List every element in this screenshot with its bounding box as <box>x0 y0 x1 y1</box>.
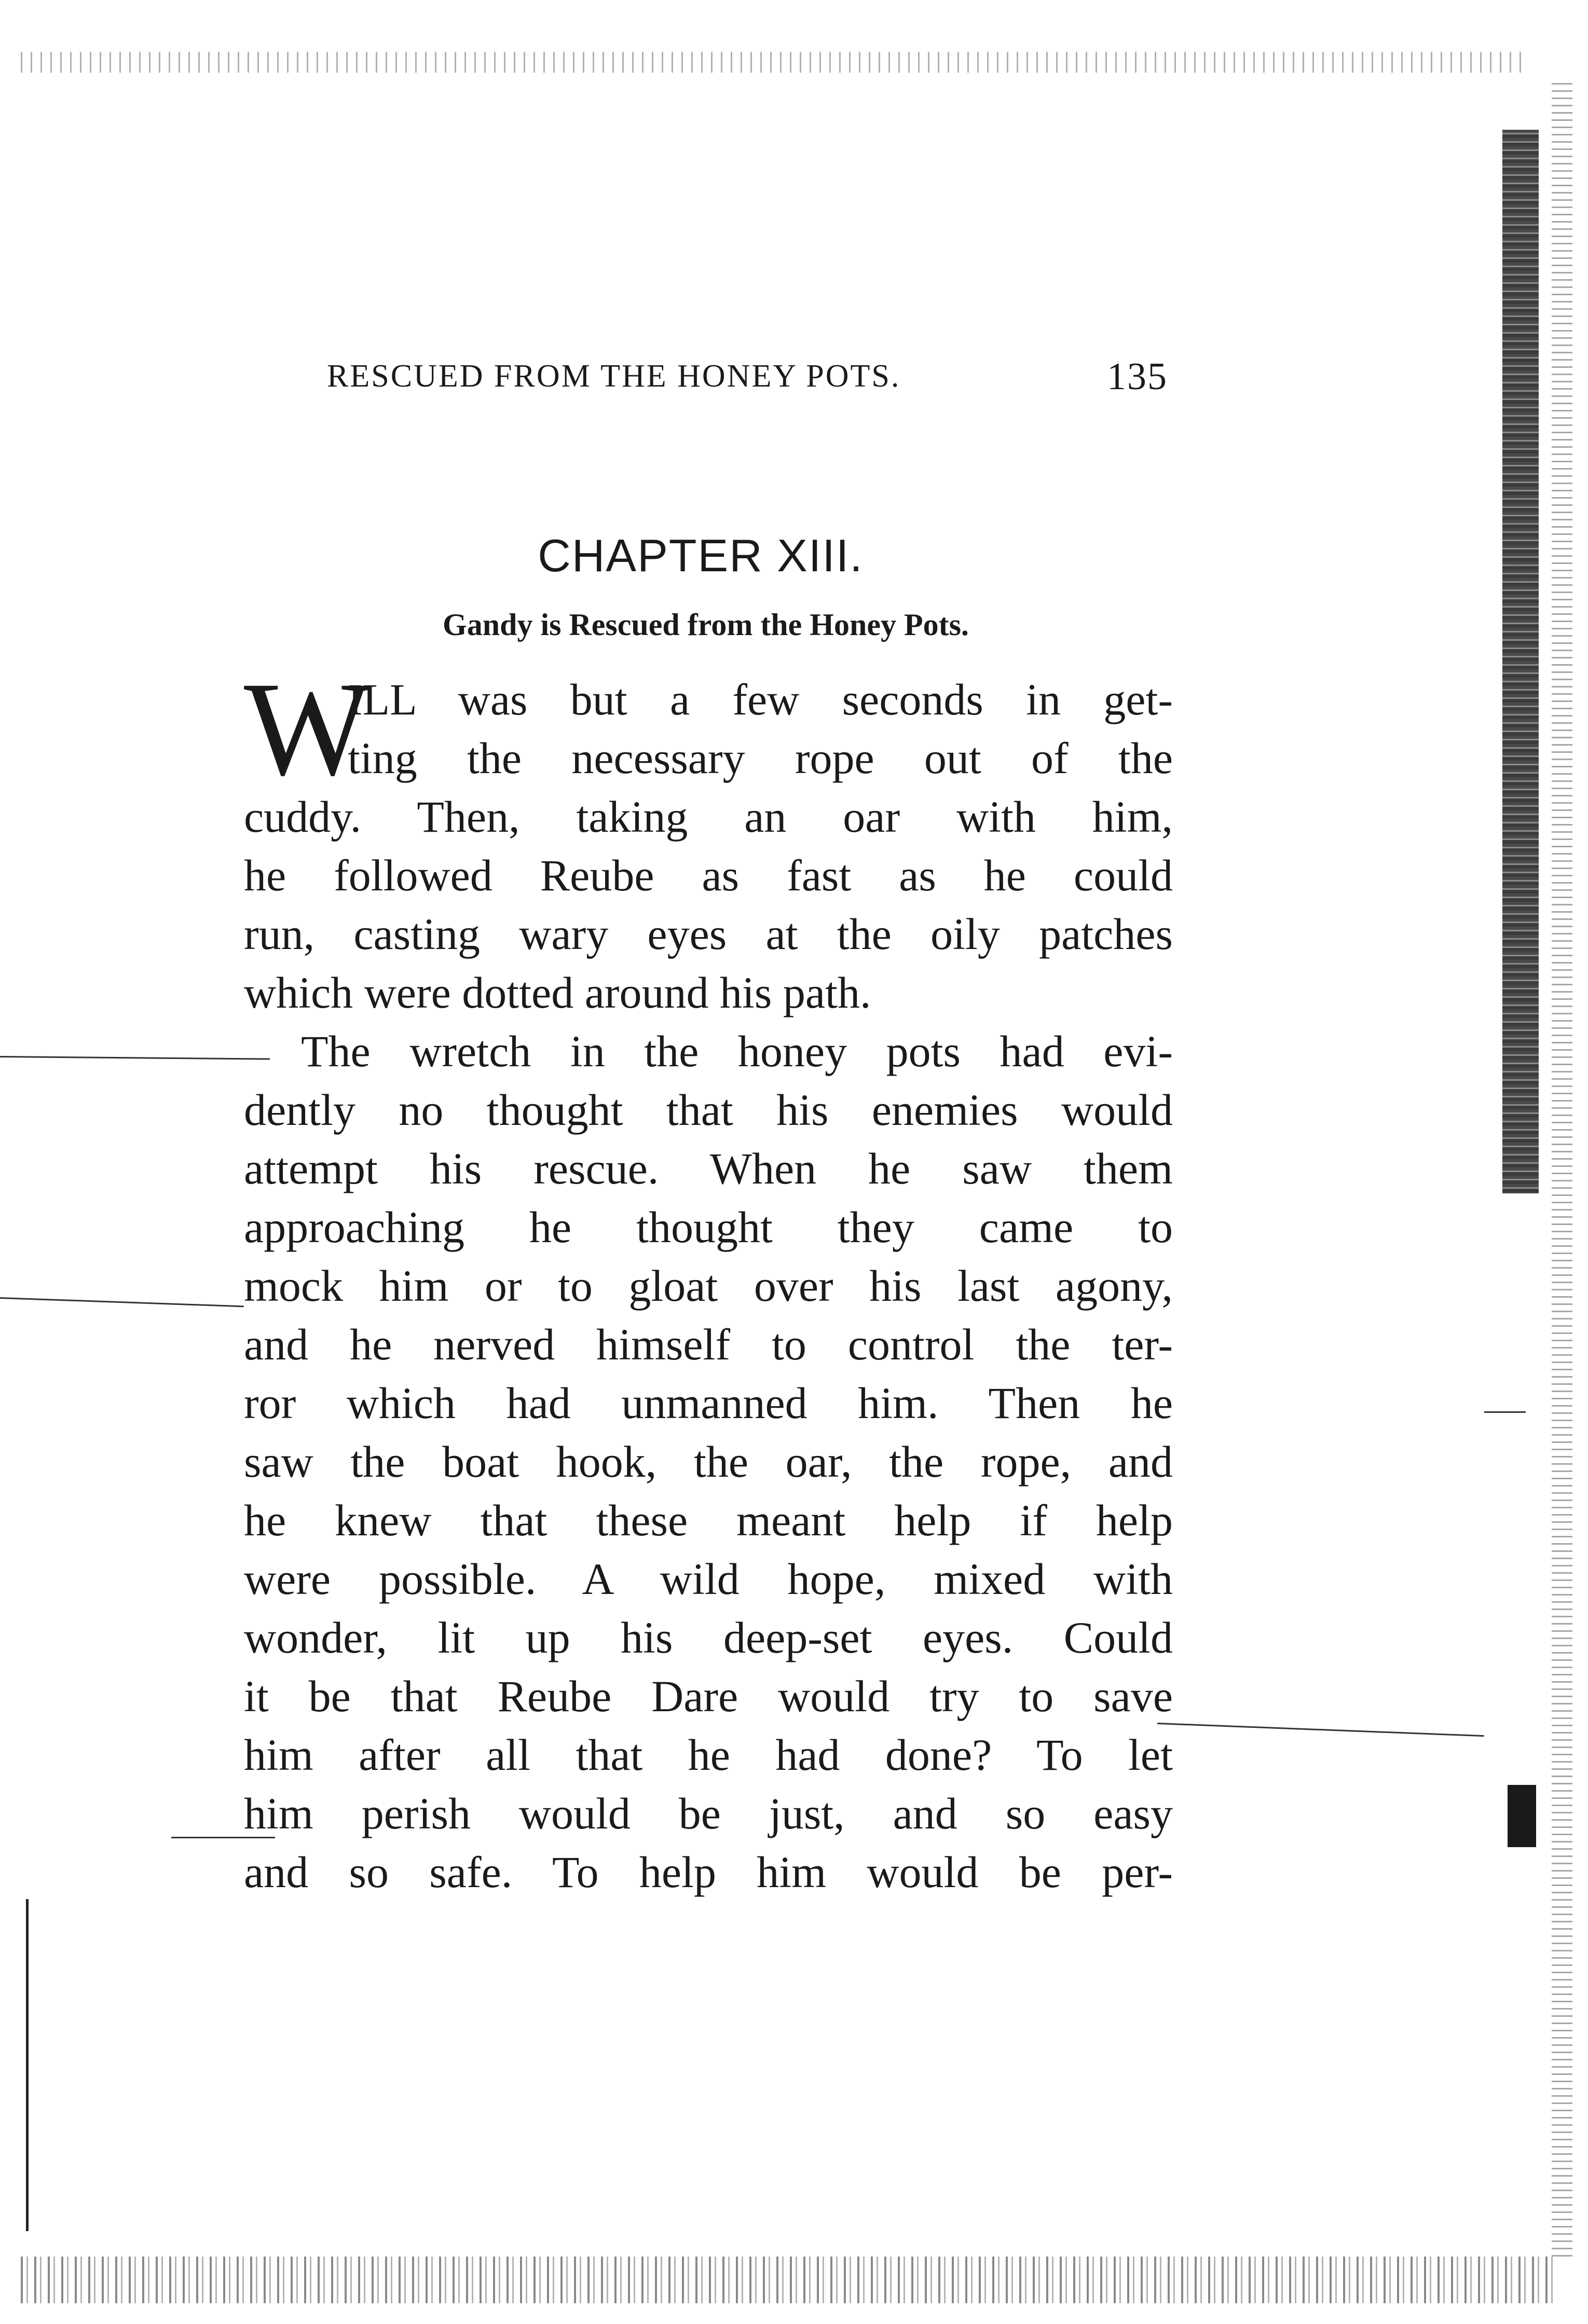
text-line: he followed Reube as fast as he could <box>244 850 1173 900</box>
text-line: mock him or to gloat over his last agony, <box>244 1261 1173 1311</box>
scan-stray-line <box>0 1297 244 1307</box>
scan-left-bar <box>26 1899 29 2231</box>
text-line: him perish would be just, and so easy <box>244 1789 1173 1838</box>
body-text <box>244 654 1173 1902</box>
chapter-title: CHAPTER XIII. <box>538 530 864 581</box>
text-line: and he nerved himself to control the ter- <box>244 1319 1173 1369</box>
running-title: RESCUED FROM THE HONEY POTS. <box>327 359 901 394</box>
text-line: him after all that he had done? To let <box>244 1730 1173 1780</box>
scan-stray-line <box>0 1056 270 1060</box>
text-line: dently no thought that his enemies would <box>244 1085 1173 1135</box>
text-line: it be that Reube Dare would try to save <box>244 1671 1173 1721</box>
text-line: wonder, lit up his deep-set eyes. Could <box>244 1613 1173 1662</box>
text-line: cuddy. Then, taking an oar with him, <box>244 792 1173 842</box>
text-line: he knew that these meant help if help <box>244 1495 1173 1545</box>
text-line: run, casting wary eyes at the oily patches <box>244 909 1173 959</box>
scan-edge-block <box>1508 1785 1536 1847</box>
text-line: which were dotted around his path. <box>244 968 871 1017</box>
text-line: ror which had unmanned him. Then he <box>244 1378 1173 1428</box>
running-head <box>327 355 1168 398</box>
drop-cap: W <box>244 654 372 804</box>
scan-noise-bottom <box>21 2257 1557 2303</box>
text-line: were possible. A wild hope, mixed with <box>244 1554 1173 1604</box>
scan-noise-top <box>21 52 1526 73</box>
text-line: The wretch in the honey pots had evi- <box>301 1026 1173 1076</box>
scan-stray-line <box>1157 1723 1484 1737</box>
text-line: ting the necessary rope out of the <box>348 733 1173 783</box>
text-line: attempt his rescue. When he saw them <box>244 1144 1173 1193</box>
scan-edge-right <box>1502 130 1539 1193</box>
scan-stray-line <box>1484 1411 1526 1413</box>
text-line: and so safe. To help him would be per- <box>244 1847 1173 1897</box>
chapter-subtitle: Gandy is Rescued from the Honey Pots. <box>443 608 969 642</box>
page-number: 135 <box>1107 355 1168 398</box>
text-line: approaching he thought they came to <box>244 1202 1173 1252</box>
text-line: ILL was but a few seconds in get- <box>348 675 1173 724</box>
text-line: saw the boat hook, the oar, the rope, and <box>244 1437 1173 1487</box>
scan-edge-right-outer <box>1552 83 1572 2262</box>
